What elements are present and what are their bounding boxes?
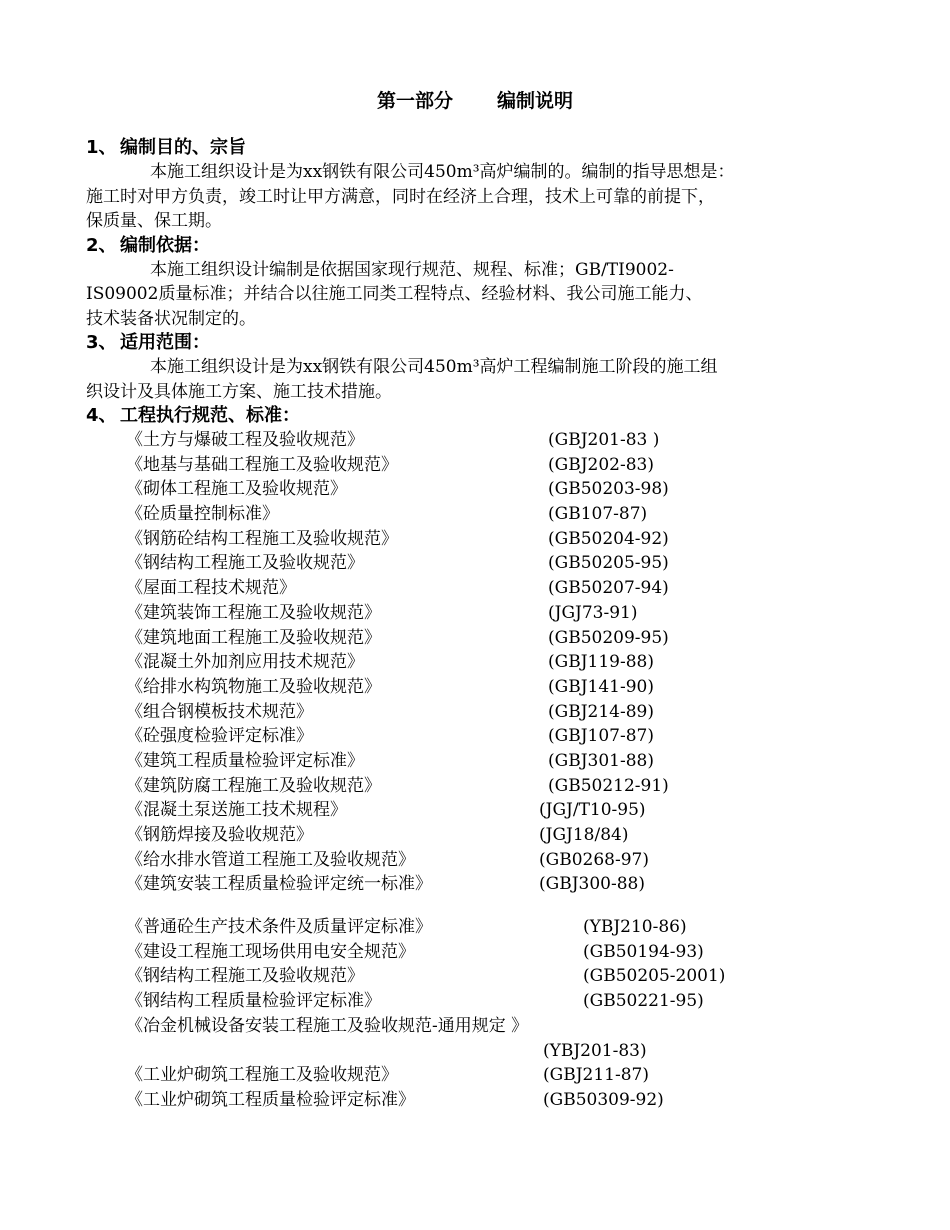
standard-name: 《工业炉砌筑工程施工及验收规范》 (126, 1065, 398, 1086)
standard-code: (GB50209-95) (548, 627, 669, 648)
standard-row (86, 1063, 886, 1088)
standard-name: 《砌体工程施工及验收规范》 (126, 479, 347, 500)
standard-code: (GB50205-2001) (583, 966, 726, 987)
standard-code: (YBJ210-86) (583, 917, 687, 938)
standard-name: 《砼强度检验评定标准》 (126, 726, 313, 747)
standard-row (86, 551, 886, 576)
paragraph-line: IS09002质量标准；并结合以往施工同类工程特点、经验材料、我公司施工能力、 (86, 284, 703, 304)
standard-row (86, 915, 886, 940)
standard-name: 《工业炉砌筑工程质量检验评定标准》 (126, 1089, 415, 1110)
standard-name: 《给排水构筑物施工及验收规范》 (126, 676, 381, 697)
standard-row (86, 650, 886, 675)
standard-name: 《屋面工程技术规范》 (126, 578, 296, 599)
standard-code: (GB50205-95) (548, 553, 669, 574)
standard-code: (GBJ107-87) (548, 726, 654, 747)
standard-code: (GB107-87) (548, 504, 648, 525)
title-name: 编制说明 (497, 90, 574, 112)
standard-name: 《冶金机械设备安装工程施工及验收规范-通用规定 》 (126, 1015, 529, 1036)
standard-code: (JGJ/T10-95) (539, 800, 646, 821)
section-heading (86, 331, 886, 355)
section-number: 3、 (86, 332, 117, 353)
standard-name: 《混凝土泵送施工技术规程》 (126, 800, 347, 821)
standard-code: (GBJ214-89) (548, 701, 654, 722)
standard-code: (GBJ211-87) (543, 1065, 649, 1086)
section-heading (86, 234, 886, 258)
section-title: 工程执行规范、标准： (120, 405, 300, 426)
standard-row (86, 576, 886, 601)
standard-row (86, 626, 886, 651)
standard-code: (GBJ301-88) (548, 750, 654, 771)
document-body (86, 136, 886, 1113)
standard-row (86, 774, 886, 799)
title-part: 第一部分 (376, 90, 453, 112)
standard-row (86, 872, 886, 897)
section-number: 1、 (86, 137, 117, 158)
standard-name: 《建筑安装工程质量检验评定统一标准》 (126, 874, 432, 895)
standard-name: 《给水排水管道工程施工及验收规范》 (126, 849, 415, 870)
standard-name: 《建筑装饰工程施工及验收规范》 (126, 602, 381, 623)
standard-name: 《地基与基础工程施工及验收规范》 (126, 454, 398, 475)
standard-code: (GB50204-92) (548, 528, 669, 549)
standard-name: 《钢结构工程施工及验收规范》 (126, 553, 364, 574)
standard-code: (GB50194-93) (583, 941, 704, 962)
standard-name: 《建筑工程质量检验评定标准》 (126, 750, 364, 771)
standard-code: (GBJ300-88) (539, 874, 645, 895)
standard-code-row (86, 1039, 886, 1064)
section-title: 编制依据： (120, 234, 210, 256)
standard-row (86, 749, 886, 774)
standard-code: (JGJ18/84) (539, 825, 629, 845)
paragraph-line: 本施工组织设计编制是依据国家现行规范、规程、标准；GB/TI9002- (150, 259, 674, 280)
standard-name: 《砼质量控制标准》 (126, 504, 279, 525)
standard-row (86, 453, 886, 478)
standard-row (86, 1014, 886, 1039)
standard-row (86, 527, 886, 552)
standard-name: 《钢筋焊接及验收规范》 (126, 825, 313, 845)
standard-row (86, 601, 886, 626)
standard-code: (GBJ119-88) (548, 652, 654, 673)
page-title (0, 86, 950, 113)
standard-row (86, 964, 886, 989)
paragraph-line: 施工时对甲方负责，竣工时让甲方满意，同时在经济上合理，技术上可靠的前提下， (86, 186, 715, 207)
standard-row (86, 940, 886, 965)
standard-name: 《土方与爆破工程及验收规范》 (126, 430, 364, 450)
standard-name: 《钢筋砼结构工程施工及验收规范》 (126, 528, 398, 549)
section-title: 编制目的、宗旨 (120, 137, 246, 158)
section-title: 适用范围： (120, 332, 210, 353)
standards-list (86, 428, 886, 1113)
paragraph-line: 技术装备状况制定的。 (86, 308, 256, 329)
standard-code: (GB50212-91) (548, 775, 669, 796)
standard-row (86, 700, 886, 725)
standard-row (86, 724, 886, 749)
standard-row (86, 428, 886, 453)
standard-code: (GB50203-98) (548, 479, 669, 500)
standard-name: 《建筑防腐工程施工及验收规范》 (126, 775, 381, 796)
standard-name: 《组合钢模板技术规范》 (126, 701, 313, 722)
standard-name: 《建筑地面工程施工及验收规范》 (126, 627, 381, 648)
standard-name: 《钢结构工程施工及验收规范》 (126, 966, 364, 987)
standard-code: (GBJ202-83) (548, 454, 654, 475)
standard-code: (GBJ201-83 ) (548, 430, 660, 450)
standard-name: 《混凝土外加剂应用技术规范》 (126, 652, 364, 673)
standard-name: 《普通砼生产技术条件及质量评定标准》 (126, 917, 432, 938)
paragraph-line: 本施工组织设计是为xx钢铁有限公司450m³高炉编制的。编制的指导思想是： (150, 162, 735, 182)
standard-row (86, 502, 886, 527)
section-number: 2、 (86, 234, 117, 256)
standard-row (86, 1088, 886, 1113)
standard-code: (YBJ201-83) (543, 1040, 647, 1061)
section-number: 4、 (86, 405, 117, 426)
paragraph-line: 织设计及具体施工方案、施工技术措施。 (86, 381, 392, 402)
paragraph-line: 本施工组织设计是为xx钢铁有限公司450m³高炉工程编制施工阶段的施工组 (150, 357, 718, 377)
section-heading (86, 136, 886, 160)
standard-row (86, 798, 886, 823)
standard-code: (GB50309-92) (543, 1089, 664, 1110)
section-heading (86, 404, 886, 428)
standard-row (86, 477, 886, 502)
standard-code: (GB50207-94) (548, 578, 669, 599)
standard-row (86, 848, 886, 873)
standard-name: 《建设工程施工现场供用电安全规范》 (126, 941, 415, 962)
standard-name: 《钢结构工程质量检验评定标准》 (126, 991, 381, 1012)
standard-code: (GB0268-97) (539, 849, 649, 870)
standard-code: (GB50221-95) (583, 991, 704, 1012)
standard-code: (GBJ141-90) (548, 676, 654, 697)
standard-row (86, 823, 886, 848)
paragraph-line: 保质量、保工期。 (86, 211, 222, 231)
standard-row (86, 675, 886, 700)
standard-row (86, 989, 886, 1014)
standard-code: (JGJ73-91) (548, 602, 638, 623)
